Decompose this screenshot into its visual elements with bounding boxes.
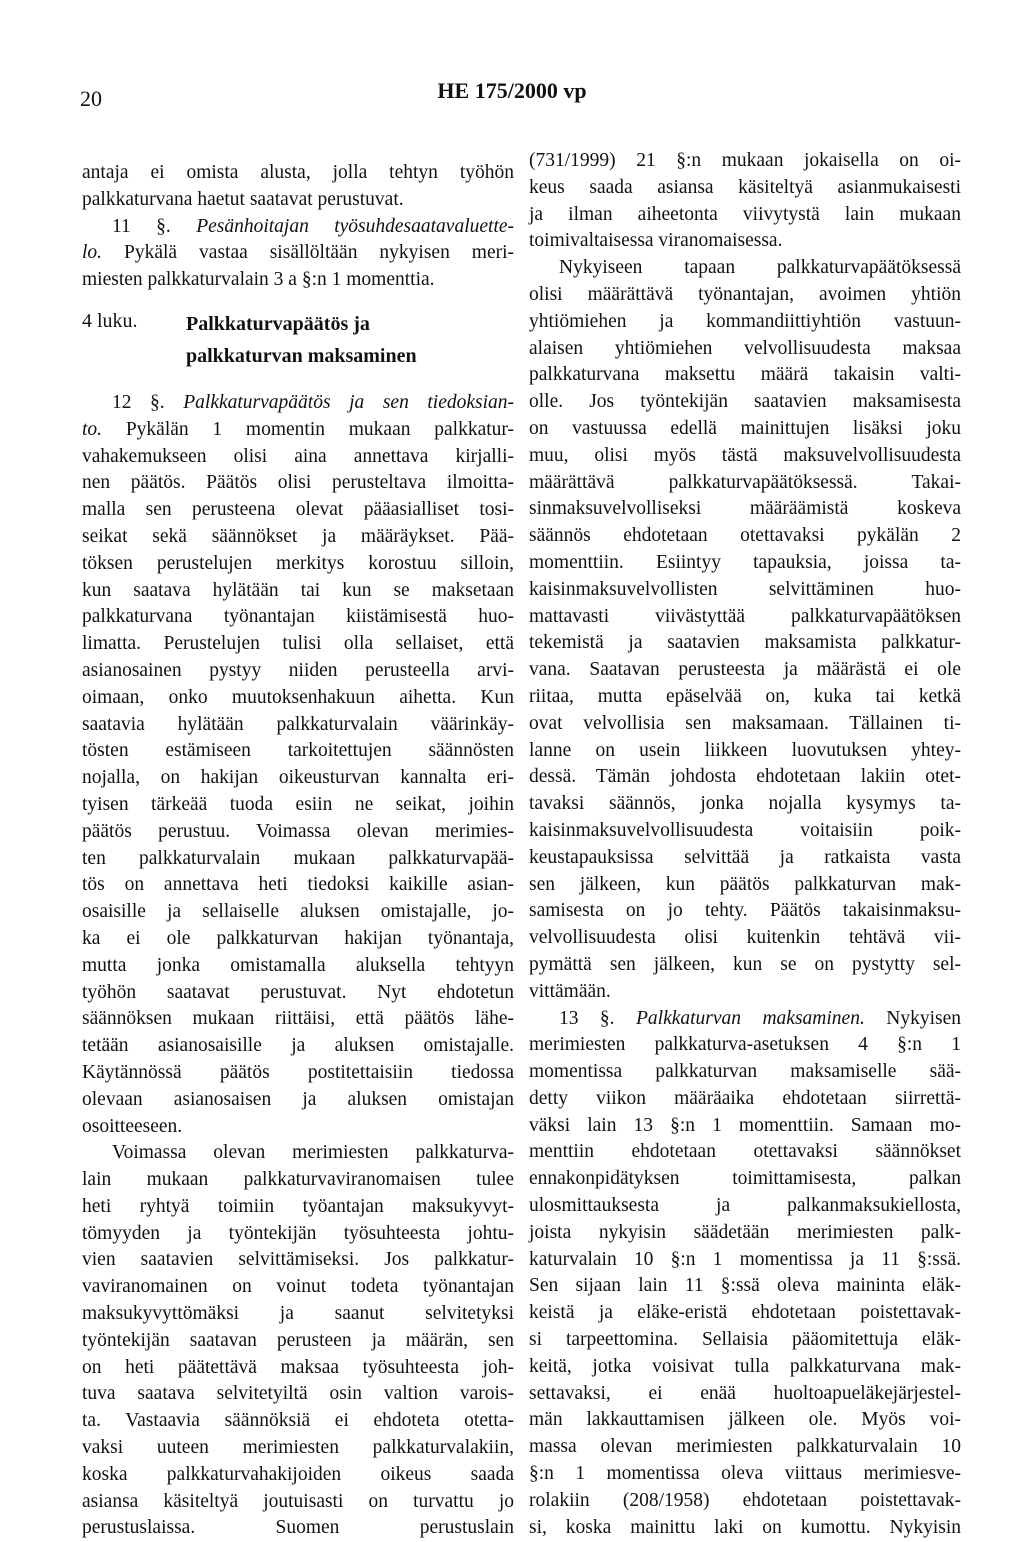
text-line: ulosmittauksesta ja palkanmaksukiellosta, <box>529 1195 961 1217</box>
section-title-cont: to. <box>82 418 103 440</box>
text-line: menttiin ehdotetaan otettavaksi säännökset <box>529 1141 961 1163</box>
text-line: kun saatava hylätään tai kun se maksetaan <box>82 579 514 601</box>
text-line: tömyyden ja työntekijän työsuhteesta johtu- <box>82 1222 514 1244</box>
left-column <box>82 160 514 1542</box>
text-line: yhtiömiehen ja kommandiittiyhtiön vastuun- <box>529 310 961 332</box>
text-line: pymättä sen jälkeen, kun se on pystytty sel- <box>529 953 961 975</box>
chapter-heading <box>82 308 514 372</box>
text-line: väksi lain 13 §:n 1 momenttiin. Samaan mo- <box>529 1114 961 1136</box>
right-column <box>529 148 961 1541</box>
text-line: vana. Saatavan perusteesta ja määrästä ei ole <box>529 659 961 681</box>
text-line: seikat sekä säännökset ja määräykset. Pää- <box>82 525 514 547</box>
text-line: lain mukaan palkkaturvaviranomaisen tulee <box>82 1169 514 1191</box>
text-line: mattavasti viivästyttää palkkaturvapäätöksen <box>529 605 961 627</box>
section-text: Pykälä vastaa sisällöltään nykyisen meri- <box>124 242 515 264</box>
text-line: tösten estämiseen tarkoitettujen säännösten <box>82 740 514 762</box>
text-line: rolakiin (208/1958) ehdotetaan poistettavak- <box>529 1489 961 1511</box>
text-line: työhön saatavat perustuvat. Nyt ehdotetun <box>82 981 514 1003</box>
section-number: 13 §. <box>559 1007 615 1029</box>
chapter-title <box>186 308 417 372</box>
text-line: limatta. Perustelujen tulisi olla sellaiset, että <box>82 633 514 655</box>
text-line: alaisen yhtiömiehen velvollisuudesta maksaa <box>529 337 961 359</box>
text-line: katurvalain 10 §:n 1 momentissa ja 11 §:ssä. <box>529 1248 961 1270</box>
text-line: tetään asianosaisille ja aluksen omistajalle. <box>82 1035 514 1057</box>
text-line: keustapauksissa selvittää ja ratkaista vasta <box>529 846 961 868</box>
section-11-heading <box>82 214 514 241</box>
section-title: Palkkaturvapäätös ja sen tiedoksian- <box>183 391 515 413</box>
text-line: tyisen tärkeää tuoda esiin ne seikat, joihin <box>82 793 514 815</box>
text-line: miesten palkkaturvalain 3 a §:n 1 momenttia. <box>82 269 435 291</box>
text-line: sen jälkeen, kun päätös palkkaturvan mak- <box>529 873 961 895</box>
text-line: dessä. Tämän johdosta ehdotetaan lakiin otet- <box>529 766 961 788</box>
section-title: Palkkaturvan maksaminen. <box>636 1007 865 1029</box>
text-line: si, koska mainittu laki on kumottu. Nykyisin <box>529 1516 961 1538</box>
text-line: on vastuussa edellä mainittujen lisäksi joku <box>529 417 961 439</box>
text-line: palkkaturvana työnantajan kiistämisestä huo- <box>82 606 514 628</box>
paragraph-13 <box>529 1032 961 1541</box>
section-title-cont: lo. <box>82 242 103 264</box>
page-number: 20 <box>80 86 102 111</box>
text-line: heti ryhtyä toimiin työantajan maksukyvyt- <box>82 1195 514 1217</box>
text-line: ta. Vastaavia säännöksiä ei ehdoteta otetta- <box>82 1410 514 1432</box>
section-number: 11 §. <box>112 215 171 237</box>
chapter-number: 4 luku. <box>82 309 138 332</box>
text-line: massa olevan merimiesten palkkaturvalain 10 <box>529 1436 961 1458</box>
text-line: ennakonpidätyksen toimittamisesta, palkan <box>529 1168 961 1190</box>
text-line: osoitteeseen. <box>82 1115 183 1137</box>
text-line: ja ilman aiheetonta viivytystä lain mukaan <box>529 203 961 225</box>
text-line: malla sen perusteena olevat pääasialliset tosi- <box>82 499 514 521</box>
paragraph-12 <box>82 444 514 1141</box>
text-line: riitaa, mutta epäselvää on, kuka tai ketkä <box>529 685 961 707</box>
text-line: settavaksi, ei enää huoltoapueläkejärjestel- <box>529 1382 961 1404</box>
text-line: perustuslaissa. Suomen perustuslain <box>82 1517 514 1539</box>
text-line: olle. Jos työntekijän saatavien maksamisesta <box>529 391 961 413</box>
text-line: ka ei ole palkkaturvan hakijan työnantaja, <box>82 927 514 949</box>
text-line: tös on annettava heti tiedoksi kaikille asian- <box>82 874 514 896</box>
text-line: (731/1999) 21 §:n mukaan jokaisella on oi- <box>529 150 961 171</box>
text-line: keistä ja eläke-eristä ehdotetaan poistettavak- <box>529 1302 961 1324</box>
chapter-title-line: palkkaturvan maksaminen <box>186 344 417 367</box>
section-title: Pesänhoitajan työsuhdesaatavaluette- <box>196 215 515 237</box>
text-line: nojalla, on hakijan oikeusturvan kannalta eri- <box>82 767 514 789</box>
text-line: joista nykyisin säädetään merimiesten palk- <box>529 1221 961 1243</box>
text-line: olevaan asianosaisen ja aluksen omistajan <box>82 1088 514 1110</box>
text-line: ten palkkaturvalain mukaan palkkaturvapää- <box>82 847 514 869</box>
text-line: Sen sijaan lain 11 §:ssä oleva maininta eläk- <box>529 1275 961 1297</box>
text-line: osaisille ja sellaiselle aluksen omistajalle, jo- <box>82 901 514 923</box>
text-line: Voimassa olevan merimiesten palkkaturva- <box>112 1142 514 1164</box>
text-line: säännös ehdotetaan otettavaksi pykälän 2 <box>529 525 961 547</box>
text-line: momenttiin. Esiintyy tapauksia, joissa ta- <box>529 551 961 573</box>
text-line: män lakkauttamisen jälkeen ole. Myös voi- <box>529 1409 961 1431</box>
text-line: työntekijän saatavan perusteen ja määrän, sen <box>82 1329 514 1351</box>
text-line: tuva saatava selvitetyiltä osin valtion varois- <box>82 1383 514 1405</box>
text-line: kaisinmaksuvelvollisuudesta voitaisiin poik- <box>529 819 961 841</box>
text-line: mutta jonka omistamalla aluksella tehtyyn <box>82 954 514 976</box>
text-line <box>82 240 514 267</box>
text-line: ovat velvollisia sen maksamaan. Tällainen ti- <box>529 712 961 734</box>
section-number: 12 §. <box>112 391 165 413</box>
section-text: Nykyisen <box>886 1007 962 1029</box>
paragraph-continued <box>529 148 961 255</box>
section-12-heading <box>82 390 514 417</box>
text-line: vahakemukseen olisi aina annettava kirjalli- <box>82 445 514 467</box>
paragraph-voimassa <box>82 1140 514 1542</box>
text-line: vien saatavien selvittämiseksi. Jos palkkatur- <box>82 1249 514 1271</box>
text-line: lanne on usein liikkeen luovutuksen yhtey- <box>529 739 961 761</box>
text-line: momentissa palkkaturvan maksamiselle sää- <box>529 1061 961 1083</box>
text-line: on heti päätettävä maksaa työsuhteesta joh- <box>82 1356 514 1378</box>
text-line: maksukyvyttömäksi ja saanut selvitetyksi <box>82 1303 514 1325</box>
running-head: HE 175/2000 vp <box>437 78 587 103</box>
text-line: keus saada asiansa käsiteltyä asianmukaisesti <box>529 176 961 198</box>
text-line: tavaksi säännös, jonka nojalla kysymys ta- <box>529 793 961 815</box>
text-line: asiansa käsiteltyä joutuisasti on turvattu jo <box>82 1490 514 1512</box>
text-line: tekemistä ja saatavien maksamista palkkatur- <box>529 632 961 654</box>
text-line: vittämään. <box>529 980 611 1002</box>
text-line: velvollisuudesta olisi kuitenkin tehtävä vii- <box>529 927 961 949</box>
text-line: keitä, jotka voisivat tulla palkkaturvana mak- <box>529 1355 961 1377</box>
section-13-heading <box>529 1006 961 1033</box>
text-line: antaja ei omista alusta, jolla tehtyn työhön <box>82 162 514 183</box>
text-line: päätös perustuu. Voimassa olevan merimies- <box>82 820 514 842</box>
text-line: vaviranomainen on voinut todeta työnantajan <box>82 1276 514 1298</box>
paragraph-nykyiseen <box>529 255 961 1005</box>
text-line: sinmaksuvelvolliseksi määräämistä koskeva <box>529 498 961 520</box>
text-line: si tarpeettomina. Sellaisia pääomitettuja eläk- <box>529 1329 961 1351</box>
text-line: kaisinmaksuvelvollisten selvittäminen huo- <box>529 578 961 600</box>
text-line: töksen perustelujen merkitys korostuu silloin, <box>82 552 514 574</box>
text-line: Nykyiseen tapaan palkkaturvapäätöksessä <box>559 257 961 279</box>
text-line: olisi määrättävä työnantajan, avoimen yhtiön <box>529 283 961 305</box>
text-line <box>82 417 514 444</box>
text-line: samisesta on jo tehty. Päätös takaisinmaksu- <box>529 900 961 922</box>
text-line: vaksi uuteen merimiesten palkkaturvalakiin, <box>82 1437 514 1459</box>
text-line: toimivaltaisessa viranomaisessa. <box>529 230 783 252</box>
text-line: asianosainen pystyy niiden perusteella arvi- <box>82 659 514 681</box>
text-line: Käytännössä päätös postitettaisiin tiedossa <box>82 1061 514 1083</box>
text-line: koska palkkaturvahakijoiden oikeus saada <box>82 1463 514 1485</box>
text-line: detty viikon määräaika ehdotetaan siirrettä- <box>529 1087 961 1109</box>
text-line: nen päätös. Päätös olisi perusteltava ilmoitta- <box>82 472 514 494</box>
text-line: palkkaturvana maksettu määrä takaisin valti- <box>529 364 961 386</box>
text-line: määrättävä palkkaturvapäätöksessä. Takai- <box>529 471 961 493</box>
text-line: oimaan, onko muutoksenhakuun aihetta. Kun <box>82 686 514 708</box>
chapter-title-line: Palkkaturvapäätös ja <box>186 312 370 335</box>
text-line: merimiesten palkkaturva-asetuksen 4 §:n 1 <box>529 1034 961 1056</box>
text-line: muu, olisi myös tästä maksuvelvollisuudesta <box>529 444 961 466</box>
text-line: säännöksen mukaan riittäisi, että päätös lähe- <box>82 1008 514 1030</box>
section-text: Pykälän 1 momentin mukaan palkkatur- <box>125 418 514 440</box>
text-line: palkkaturvana haetut saatavat perustuvat. <box>82 188 404 210</box>
text-line: §:n 1 momentissa oleva viittaus merimiesve- <box>529 1463 961 1485</box>
text-line: saatavia hylätään palkkaturvalain väärinkäy- <box>82 713 514 735</box>
